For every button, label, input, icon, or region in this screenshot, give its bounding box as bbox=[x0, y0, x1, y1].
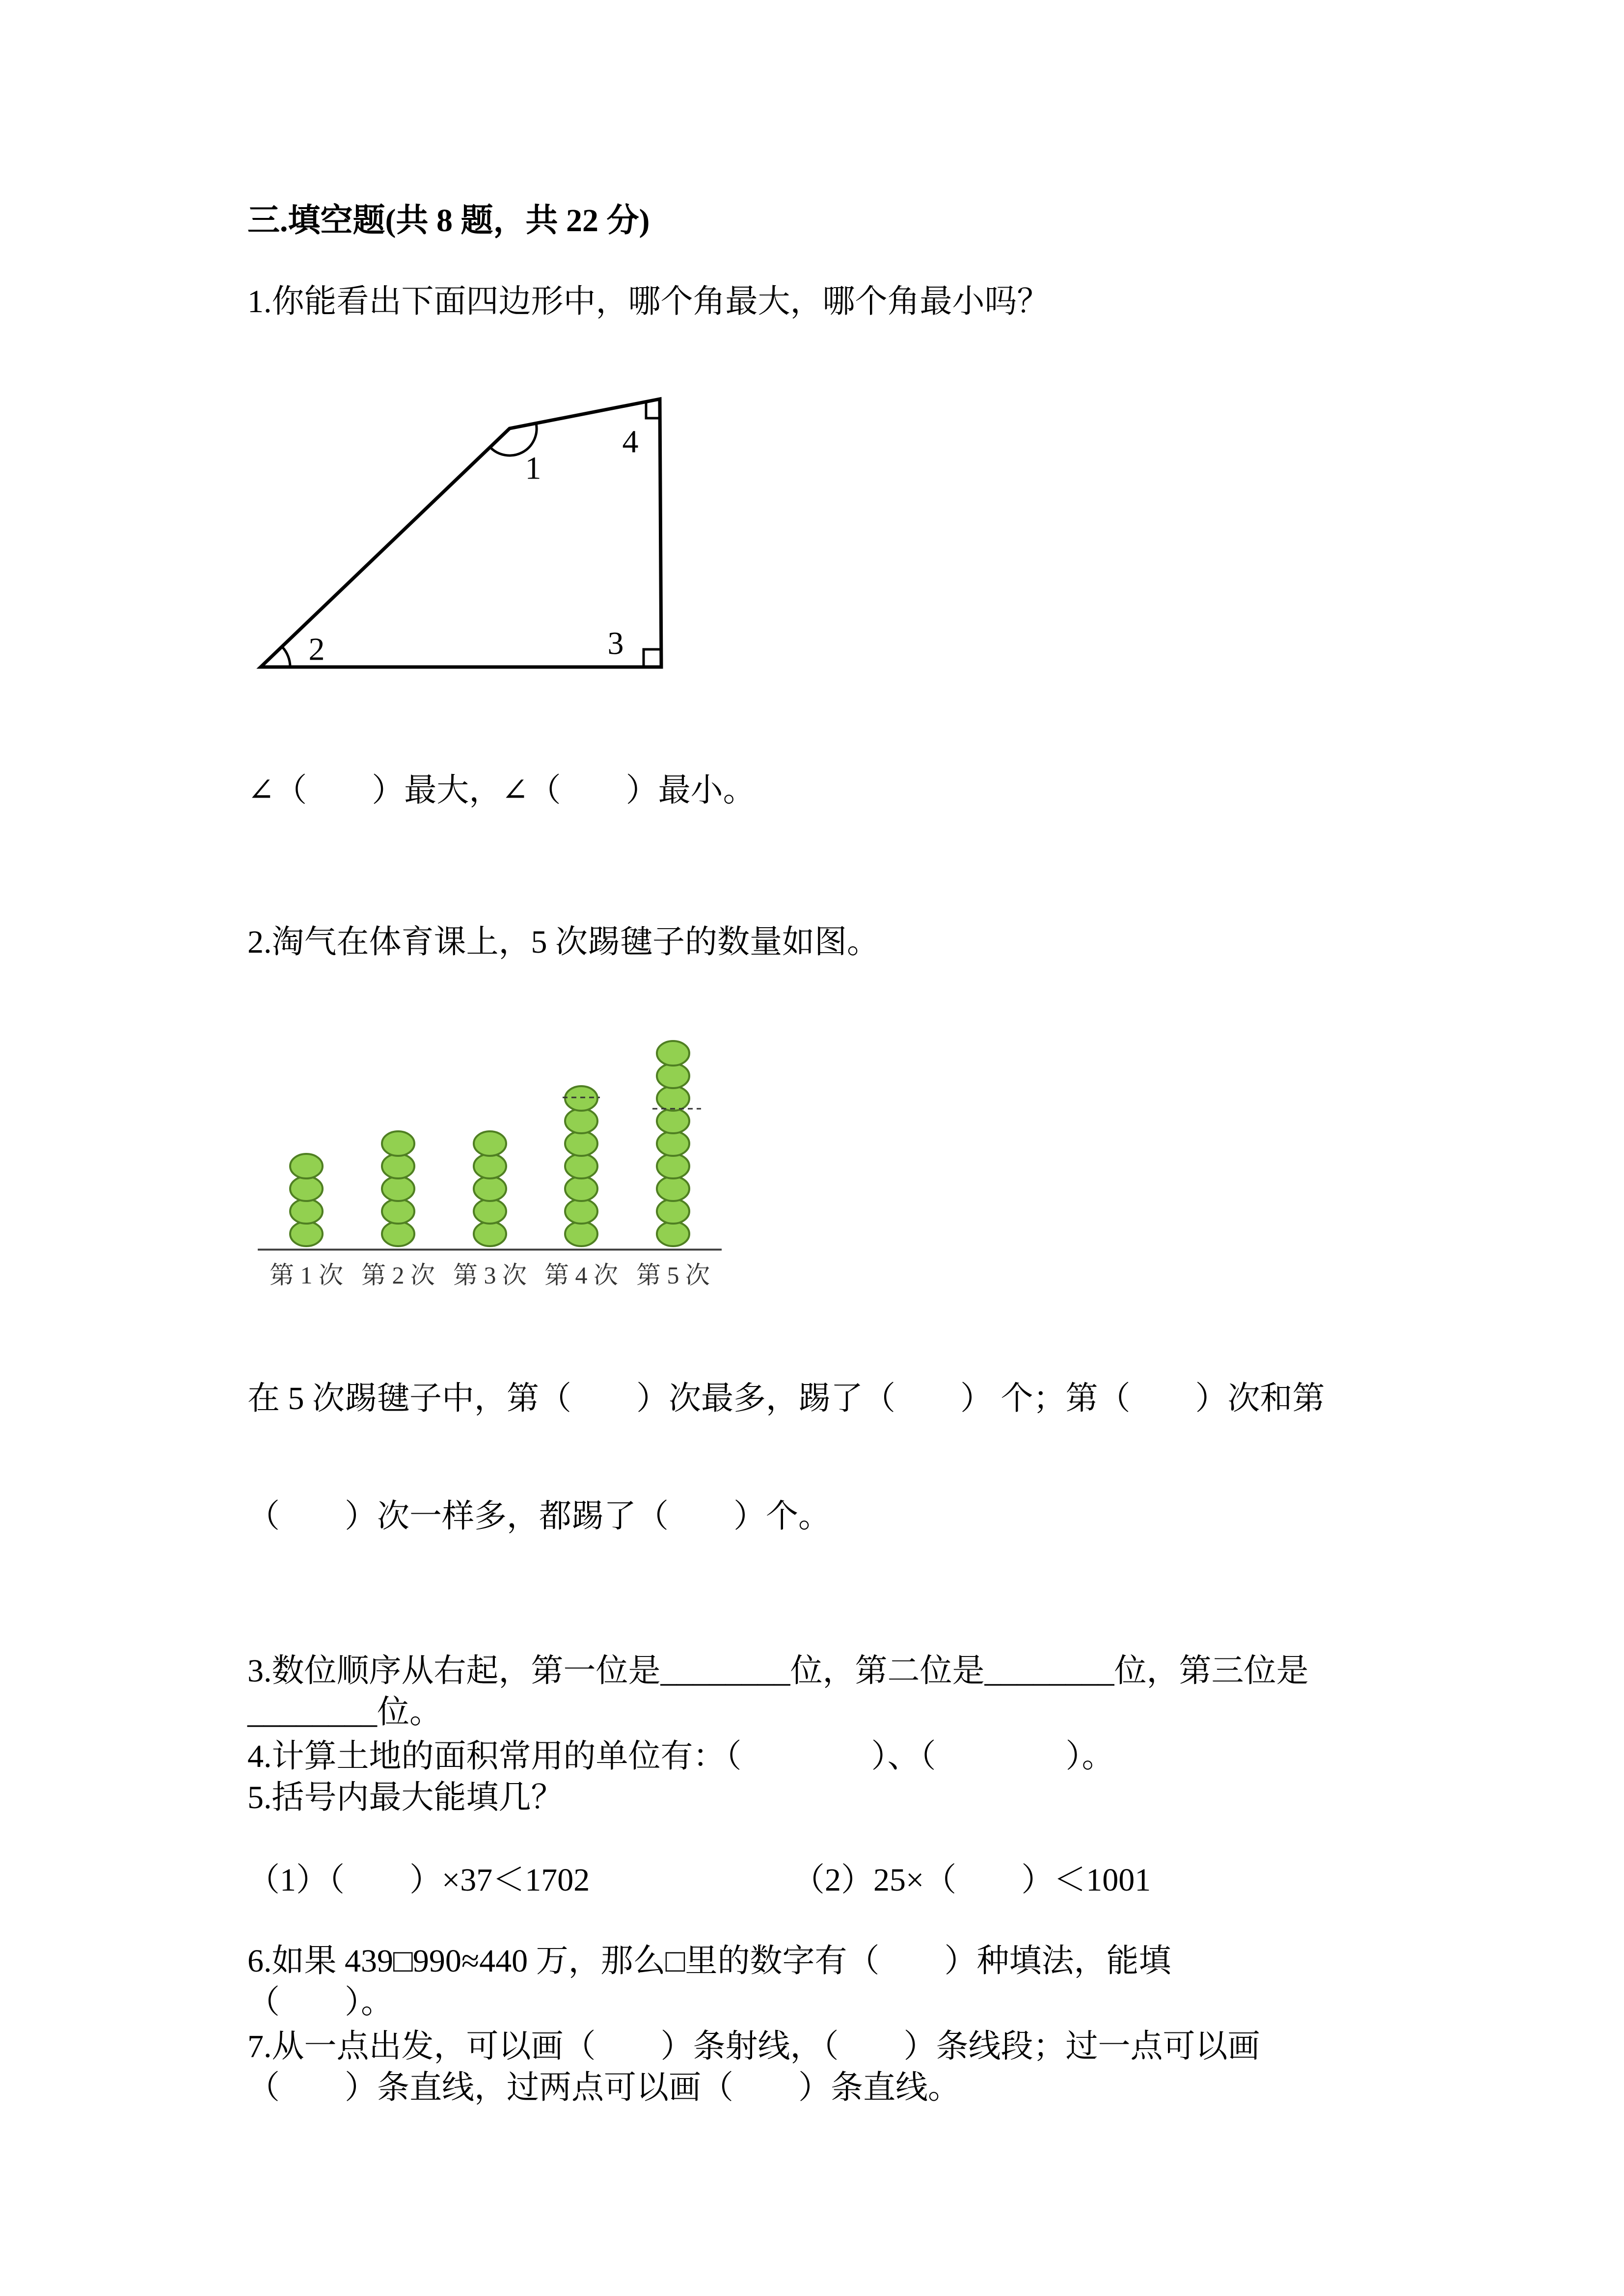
quadrilateral-figure bbox=[245, 383, 687, 687]
shuttlecock-mark bbox=[474, 1131, 506, 1156]
shuttlecock-mark bbox=[290, 1222, 323, 1246]
shuttlecock-mark bbox=[565, 1199, 597, 1224]
q3-line-1: 3.数位顺序从右起，第一位是________位，第二位是________位，第三位是 bbox=[247, 1653, 1309, 1689]
category-label: 第 4 次 bbox=[544, 1261, 618, 1289]
shuttlecock-mark bbox=[474, 1222, 506, 1246]
category-label: 第 1 次 bbox=[270, 1261, 343, 1289]
shuttlecock-mark bbox=[565, 1222, 597, 1246]
q7-line-2: （ ）条直线，过两点可以画（ ）条直线。 bbox=[247, 2070, 960, 2106]
category-label: 第 2 次 bbox=[361, 1261, 435, 1289]
shuttlecock-mark bbox=[657, 1176, 689, 1201]
shuttlecock-mark bbox=[382, 1199, 414, 1224]
shuttlecock-mark bbox=[474, 1176, 506, 1201]
shuttlecock-mark bbox=[565, 1131, 597, 1156]
angle-label-3: 3 bbox=[607, 625, 624, 662]
q5-item-1: （1）（ ）×37＜1702 bbox=[247, 1862, 590, 1898]
angle-label-2: 2 bbox=[308, 631, 325, 667]
shuttlecock-mark bbox=[382, 1176, 414, 1201]
q7-line-1: 7.从一点出发，可以画（ ）条射线，（ ）条线段；过一点可以画 bbox=[247, 2029, 1260, 2064]
quadrilateral-outline bbox=[261, 399, 661, 667]
shuttlecock-pictograph bbox=[245, 1031, 736, 1306]
shuttlecock-mark bbox=[657, 1109, 689, 1133]
q2-stem: 2.淘气在体育课上，5 次踢毽子的数量如图。 bbox=[247, 924, 879, 960]
q3-line-2: ________位。 bbox=[247, 1694, 442, 1730]
shuttlecock-mark bbox=[474, 1199, 506, 1224]
q1-stem: 1.你能看出下面四边形中，哪个角最大，哪个角最小吗？ bbox=[247, 284, 1050, 320]
q2-answer-line-2: （ ）次一样多，都踢了（ ）个。 bbox=[247, 1498, 831, 1534]
pictograph-marks bbox=[290, 1041, 689, 1246]
q6-line-2: （ ）。 bbox=[247, 1984, 393, 2020]
q5-item-2: （2）25×（ ）＜1001 bbox=[792, 1862, 1151, 1898]
shuttlecock-mark bbox=[657, 1154, 689, 1178]
shuttlecock-mark bbox=[290, 1199, 323, 1224]
shuttlecock-mark bbox=[290, 1154, 323, 1178]
shuttlecock-mark bbox=[657, 1131, 689, 1156]
category-label: 第 5 次 bbox=[636, 1261, 710, 1289]
category-label: 第 3 次 bbox=[453, 1261, 527, 1289]
shuttlecock-mark bbox=[290, 1176, 323, 1201]
angle-label-4: 4 bbox=[622, 424, 639, 460]
angle-label-1: 1 bbox=[525, 450, 541, 486]
shuttlecock-mark bbox=[565, 1176, 597, 1201]
shuttlecock-mark bbox=[565, 1109, 597, 1133]
q2-answer-line-1: 在 5 次踢毽子中，第（ ）次最多，踢了（ ） 个；第（ ）次和第 bbox=[247, 1381, 1325, 1416]
shuttlecock-mark bbox=[382, 1131, 414, 1156]
q1-answer-line: ∠（ ）最大，∠（ ）最小。 bbox=[247, 773, 756, 808]
q6-line-1: 6.如果 439□990≈440 万，那么□里的数字有（ ）种填法，能填 bbox=[247, 1943, 1171, 1979]
shuttlecock-mark bbox=[382, 1154, 414, 1178]
shuttlecock-mark bbox=[657, 1041, 689, 1066]
q4-line: 4.计算土地的面积常用的单位有：（ ）、（ ）。 bbox=[247, 1738, 1114, 1774]
shuttlecock-mark bbox=[474, 1154, 506, 1178]
shuttlecock-mark bbox=[382, 1222, 414, 1246]
shuttlecock-mark bbox=[657, 1086, 689, 1111]
shuttlecock-mark bbox=[565, 1154, 597, 1178]
angle-2-arc bbox=[282, 647, 290, 667]
shuttlecock-mark bbox=[657, 1064, 689, 1088]
shuttlecock-mark bbox=[657, 1222, 689, 1246]
angle-3-right-angle-mark bbox=[644, 649, 661, 667]
shuttlecock-mark bbox=[657, 1199, 689, 1224]
q5-stem: 5.括号内最大能填几？ bbox=[247, 1780, 564, 1815]
shuttlecock-mark bbox=[565, 1086, 597, 1111]
section-title: 三.填空题(共 8 题，共 22 分) bbox=[247, 203, 650, 239]
